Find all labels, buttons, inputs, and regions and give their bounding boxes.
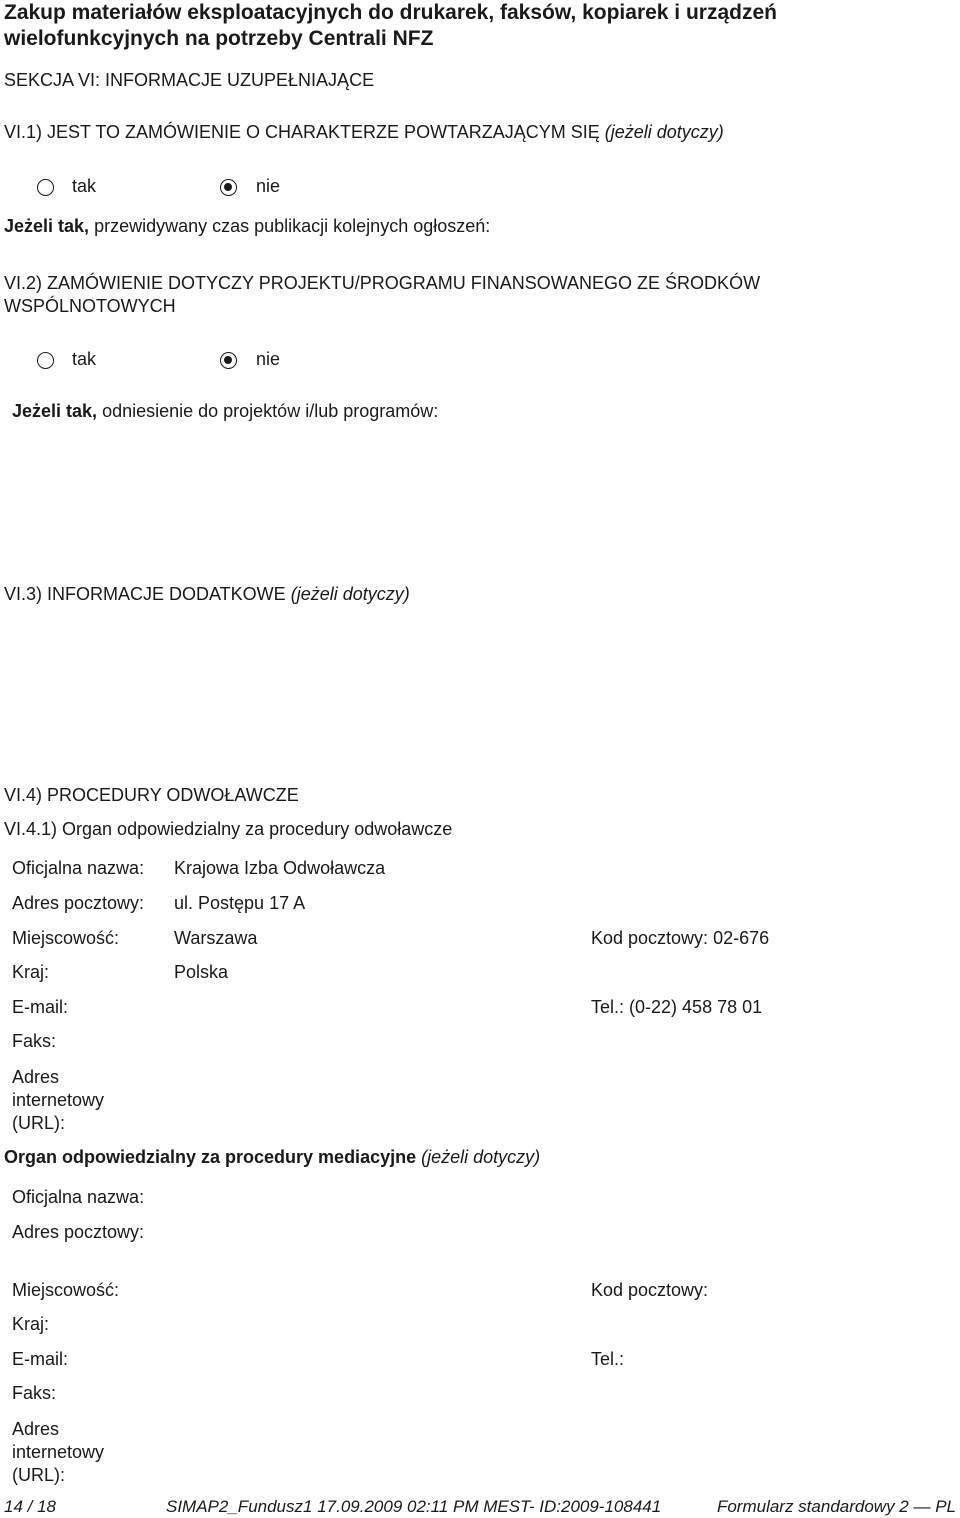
mediation-fax-label: Faks: bbox=[12, 1383, 57, 1403]
appeal-postcode bbox=[591, 928, 769, 949]
appeal-city-value: Warszawa bbox=[174, 928, 258, 948]
vi2-radio-nie[interactable] bbox=[220, 352, 237, 369]
vi3-heading-text: VI.3) INFORMACJE DODATKOWE bbox=[4, 584, 286, 604]
mediation-postcode-label: Kod pocztowy: bbox=[591, 1280, 709, 1300]
vi1-option-tak-label: tak bbox=[72, 176, 97, 196]
vi1-followup bbox=[4, 216, 490, 237]
vi2-heading-line-1: VI.2) ZAMÓWIENIE DOTYCZY PROJEKTU/PROGRAMU FINANSOWANEGO ZE ŚRODKÓW bbox=[4, 273, 761, 293]
vi2-followup bbox=[12, 401, 438, 422]
appeal-fax-label: Faks: bbox=[12, 1031, 57, 1051]
vi2-heading-line-2: WSPÓLNOTOWYCH bbox=[4, 296, 176, 316]
mediation-heading bbox=[4, 1147, 540, 1168]
appeal-official-name-value: Krajowa Izba Odwoławcza bbox=[174, 858, 386, 878]
document-title-line-1: Zakup materiałów eksploatacyjnych do drukarek, faksów, kopiarek i urządzeń bbox=[4, 1, 777, 24]
footer-page-number: 14 / 18 bbox=[4, 1497, 56, 1516]
document-title-line-2: wielofunkcyjnych na potrzeby Centrali NFZ bbox=[4, 27, 434, 50]
vi1-radio-nie[interactable] bbox=[220, 179, 237, 196]
appeal-url-label-line-1: Adres bbox=[12, 1067, 60, 1087]
mediation-city-label: Miejscowość: bbox=[12, 1280, 120, 1300]
vi2-followup-bold: Jeżeli tak, bbox=[12, 401, 98, 421]
vi1-followup-text: przewidywany czas publikacji kolejnych ogłoszeń: bbox=[89, 216, 491, 236]
section-heading: SEKCJA VI: INFORMACJE UZUPEŁNIAJĄCE bbox=[4, 70, 375, 90]
mediation-official-name-label: Oficjalna nazwa: bbox=[12, 1187, 145, 1207]
mediation-url-label bbox=[12, 1418, 104, 1487]
appeal-postal-address-value: ul. Postępu 17 A bbox=[174, 893, 306, 913]
vi1-heading bbox=[4, 122, 724, 143]
mediation-url-label-line-3: (URL): bbox=[12, 1465, 65, 1485]
mediation-email-label: E-mail: bbox=[12, 1349, 69, 1369]
mediation-country-label: Kraj: bbox=[12, 1314, 50, 1334]
mediation-url-label-line-2: internetowy bbox=[12, 1442, 105, 1462]
appeal-postcode-value: 02-676 bbox=[713, 928, 770, 948]
appeal-phone-value: (0-22) 458 78 01 bbox=[629, 997, 763, 1017]
vi1-option-nie-label: nie bbox=[256, 176, 281, 196]
appeal-phone-label: Tel.: bbox=[591, 997, 625, 1017]
appeal-url-label-line-2: internetowy bbox=[12, 1090, 105, 1110]
vi1-radio-tak[interactable] bbox=[37, 179, 54, 196]
vi2-option-tak-label: tak bbox=[72, 349, 97, 369]
vi2-option-nie-label: nie bbox=[256, 349, 281, 369]
appeal-city-label: Miejscowość: bbox=[12, 928, 120, 948]
appeal-official-name-label: Oficjalna nazwa: bbox=[12, 858, 145, 878]
appeal-country-value: Polska bbox=[174, 962, 229, 982]
appeal-postal-address-label: Adres pocztowy: bbox=[12, 893, 145, 913]
vi4-heading: VI.4) PROCEDURY ODWOŁAWCZE bbox=[4, 785, 299, 805]
mediation-heading-text: Organ odpowiedzialny za procedury mediacyjne bbox=[4, 1147, 417, 1167]
appeal-url-label bbox=[12, 1066, 104, 1135]
appeal-country-label: Kraj: bbox=[12, 962, 50, 982]
footer-form-name: Formularz standardowy 2 — PL bbox=[716, 1497, 956, 1516]
vi1-heading-note: (jeżeli dotyczy) bbox=[604, 122, 724, 142]
appeal-phone bbox=[591, 997, 762, 1018]
mediation-heading-note: (jeżeli dotyczy) bbox=[421, 1147, 541, 1167]
appeal-url-label-line-3: (URL): bbox=[12, 1113, 65, 1133]
footer-document-id: SIMAP2_Fundusz1 17.09.2009 02:11 PM MEST- ID:2009-108441 bbox=[166, 1497, 662, 1516]
mediation-url-label-line-1: Adres bbox=[12, 1419, 60, 1439]
vi3-heading bbox=[4, 584, 410, 605]
vi1-followup-bold: Jeżeli tak, bbox=[4, 216, 90, 236]
vi4-sub-heading: VI.4.1) Organ odpowiedzialny za procedury odwoławcze bbox=[4, 819, 453, 839]
vi1-heading-text: VI.1) JEST TO ZAMÓWIENIE O CHARAKTERZE POWTARZAJĄCYM SIĘ bbox=[4, 122, 600, 142]
appeal-postcode-label: Kod pocztowy: bbox=[591, 928, 709, 948]
vi2-followup-text: odniesienie do projektów i/lub programów: bbox=[97, 401, 439, 421]
vi2-radio-tak[interactable] bbox=[37, 352, 54, 369]
appeal-email-label: E-mail: bbox=[12, 997, 69, 1017]
mediation-postal-address-label: Adres pocztowy: bbox=[12, 1222, 145, 1242]
vi3-heading-note: (jeżeli dotyczy) bbox=[290, 584, 410, 604]
mediation-phone-label: Tel.: bbox=[591, 1349, 625, 1369]
